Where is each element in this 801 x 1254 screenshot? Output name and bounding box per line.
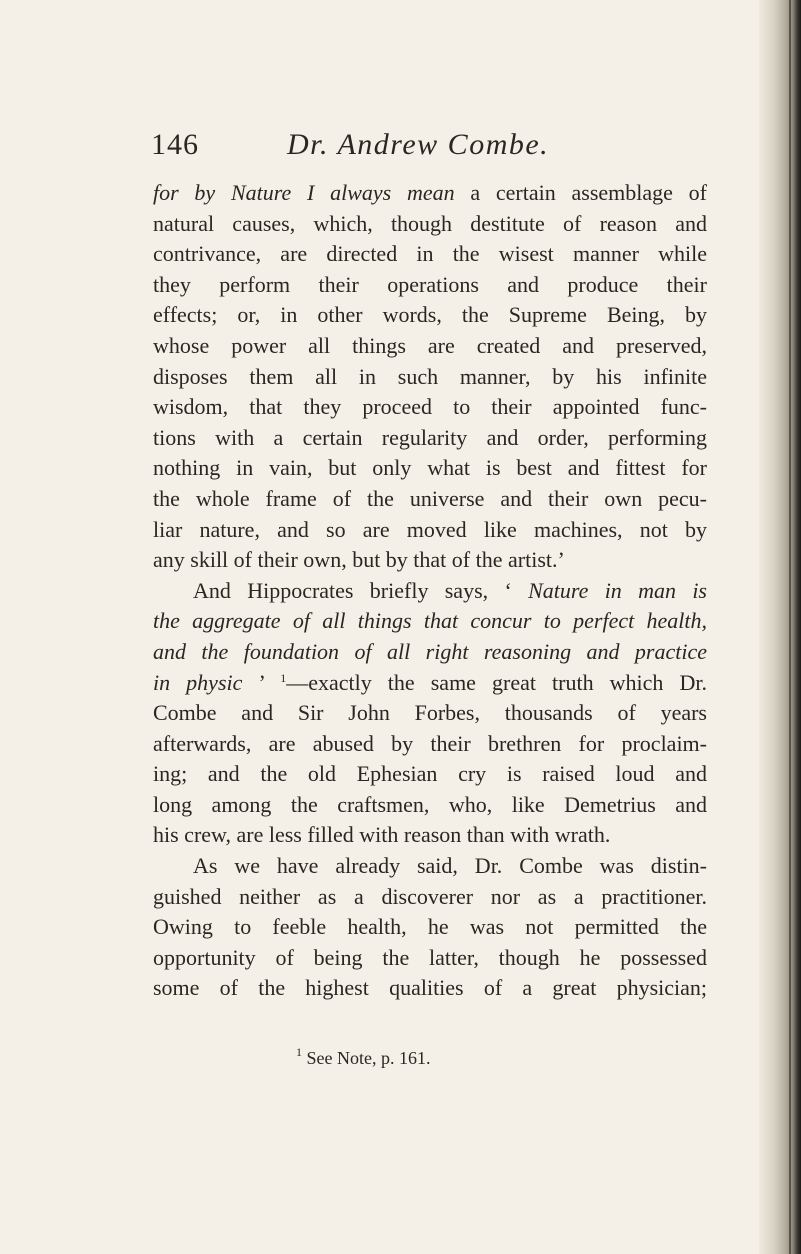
text-line bbox=[153, 209, 707, 240]
text-line bbox=[153, 973, 707, 1004]
text-run: ’ bbox=[242, 669, 281, 695]
text-run: whose power all things are created and preserved, bbox=[153, 332, 707, 358]
text-run: effects; or, in other words, the Supreme Being, by bbox=[153, 302, 707, 328]
text-line bbox=[153, 453, 707, 484]
text-run: —exactly the same great truth which Dr. bbox=[286, 669, 707, 695]
text-run: in physic bbox=[153, 669, 243, 695]
page-gutter-shadow bbox=[759, 0, 801, 1254]
text-run: any skill of their own, but by that of the artist.’ bbox=[153, 547, 565, 573]
text-line bbox=[153, 729, 707, 760]
text-run: Owing to feeble health, he was not permitted the bbox=[153, 914, 707, 940]
text-line bbox=[153, 484, 707, 515]
body-text bbox=[153, 178, 707, 1004]
footnote-marker: 1 bbox=[296, 1045, 302, 1059]
text-run: some of the highest qualities of a great physician; bbox=[153, 975, 707, 1001]
text-line bbox=[153, 331, 707, 362]
page-header bbox=[151, 128, 711, 168]
text-run: Nature in man is bbox=[528, 577, 707, 603]
text-run: for by Nature I always mean bbox=[153, 180, 455, 205]
text-run: nothing in vain, but only what is best and fittest for bbox=[153, 455, 707, 481]
text-run: tions with a certain regularity and order, performing bbox=[153, 424, 707, 450]
text-line bbox=[153, 759, 707, 790]
footnote-text: See Note, p. 161. bbox=[306, 1048, 431, 1068]
text-line bbox=[153, 545, 707, 576]
text-run: wisdom, that they proceed to their appointed func- bbox=[153, 394, 707, 420]
text-run: ing; and the old Ephesian cry is raised loud and bbox=[153, 761, 707, 787]
text-line bbox=[153, 882, 707, 913]
text-line bbox=[153, 239, 707, 270]
text-run: a certain assemblage of bbox=[454, 180, 708, 205]
footnote-ref: 1 bbox=[280, 670, 287, 685]
text-line bbox=[153, 943, 707, 974]
text-line bbox=[153, 270, 707, 301]
text-run: liar nature, and so are moved like machines, not by bbox=[153, 516, 707, 542]
text-run: and the foundation of all right reasoning and practice bbox=[153, 638, 707, 664]
text-line bbox=[153, 820, 707, 851]
text-line bbox=[153, 606, 707, 637]
text-line bbox=[153, 423, 707, 454]
text-line bbox=[153, 300, 707, 331]
text-line bbox=[153, 178, 707, 209]
text-run: the aggregate of all things that concur to perfect health, bbox=[153, 608, 707, 634]
text-run: guished neither as a discoverer nor as a practitioner. bbox=[153, 883, 707, 909]
running-title: Dr. Andrew Combe. bbox=[287, 128, 550, 161]
footnote bbox=[296, 1045, 431, 1069]
text-run: natural causes, which, though destitute of reason and bbox=[153, 210, 707, 236]
page-number: 146 bbox=[151, 128, 199, 161]
text-run: disposes them all in such manner, by his infinite bbox=[153, 363, 707, 389]
text-line bbox=[153, 637, 707, 668]
text-run: As we have already said, Dr. Combe was distin- bbox=[193, 853, 707, 879]
text-run: And Hippocrates briefly says, ‘ bbox=[193, 577, 529, 603]
text-line bbox=[153, 362, 707, 393]
text-line bbox=[153, 851, 707, 882]
text-run: Combe and Sir John Forbes, thousands of years bbox=[153, 700, 707, 726]
text-run: they perform their operations and produce their bbox=[153, 271, 707, 297]
text-run: afterwards, are abused by their brethren for proclaim- bbox=[153, 730, 707, 756]
text-line bbox=[153, 698, 707, 729]
text-run: contrivance, are directed in the wisest manner while bbox=[153, 241, 707, 267]
text-line bbox=[153, 912, 707, 943]
text-line bbox=[153, 576, 707, 607]
text-run: opportunity of being the latter, though he possessed bbox=[153, 944, 707, 970]
binding-edge bbox=[789, 0, 791, 1254]
text-line bbox=[153, 790, 707, 821]
text-run: long among the craftsmen, who, like Demetrius and bbox=[153, 791, 707, 817]
text-run: his crew, are less filled with reason than with wrath. bbox=[153, 822, 611, 848]
text-run: the whole frame of the universe and their own pecu- bbox=[153, 485, 707, 511]
text-line bbox=[153, 392, 707, 423]
text-line bbox=[153, 515, 707, 546]
text-line bbox=[153, 668, 707, 699]
